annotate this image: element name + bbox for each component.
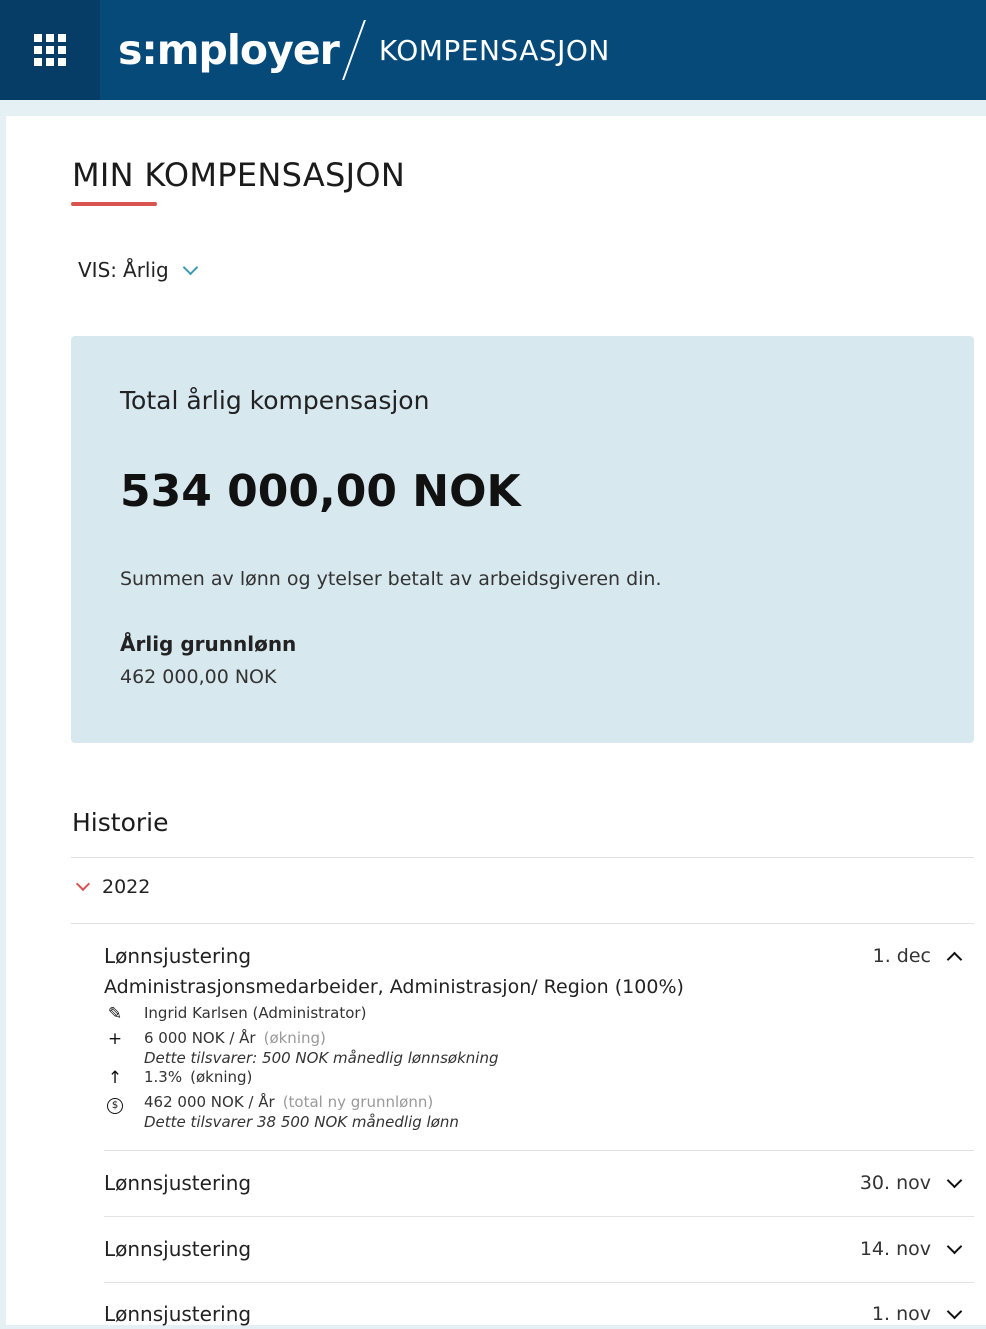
history-title: Historie: [72, 808, 169, 837]
entry-title: Lønnsjustering: [104, 1237, 252, 1261]
title-underline: [71, 202, 157, 206]
chevron-down-icon: [76, 877, 90, 891]
divider: [104, 1216, 974, 1217]
increase-tag: (økning): [263, 1029, 326, 1047]
year-toggle-2022[interactable]: [78, 876, 150, 898]
summary-title: Total årlig kompensasjon: [120, 386, 430, 415]
chevron-down-icon: [947, 1303, 963, 1319]
entry-percent-row: [104, 1068, 252, 1088]
chevron-down-icon: [182, 259, 198, 275]
arrow-up-icon: ↑: [107, 1068, 123, 1088]
divider: [71, 857, 974, 858]
compensation-summary-card: [71, 336, 974, 743]
chevron-down-icon: [947, 1172, 963, 1188]
new-total-value: 462 000 NOK / År: [144, 1093, 275, 1111]
divider: [104, 1282, 974, 1283]
brand-divider: [342, 20, 366, 80]
entry-title: Lønnsjustering: [104, 1171, 252, 1195]
new-total-note: Dette tilsvarer 38 500 NOK månedlig lønn: [144, 1113, 459, 1131]
entry-total-row: [104, 1093, 433, 1114]
percent-value: 1.3%: [144, 1068, 183, 1086]
plus-icon: +: [107, 1029, 123, 1049]
view-select-label: VIS:: [78, 258, 118, 282]
brand-logo[interactable]: s:mployer: [118, 26, 339, 74]
new-total-tag: (total ny grunnlønn): [282, 1093, 434, 1111]
entry-date: 30. nov: [859, 1172, 931, 1194]
divider: [104, 1150, 974, 1151]
app-grid-icon: [34, 34, 66, 66]
main-panel: [6, 116, 986, 1325]
base-salary-value: 462 000,00 NOK: [120, 666, 277, 688]
history-entry-header[interactable]: [104, 1168, 974, 1198]
dollar-circle-icon: $: [107, 1098, 123, 1114]
entry-title: Lønnsjustering: [104, 944, 252, 968]
pencil-icon: ✎: [107, 1004, 123, 1024]
module-title: KOMPENSASJON: [378, 33, 610, 67]
summary-description: Summen av lønn og ytelser betalt av arbeidsgiveren din.: [120, 568, 662, 590]
entry-editor-row: [104, 1004, 366, 1024]
app-menu-button[interactable]: [0, 0, 100, 100]
entry-date: 14. nov: [859, 1238, 931, 1260]
entry-increase-row: [104, 1029, 326, 1049]
editor-name: Ingrid Karlsen (Administrator): [144, 1004, 367, 1022]
chevron-up-icon: [947, 951, 963, 967]
entry-position: Administrasjonsmedarbeider, Administrasjon/ Region (100%): [104, 976, 684, 998]
view-select[interactable]: [78, 258, 196, 282]
page-title: MIN KOMPENSASJON: [72, 156, 406, 194]
view-select-value: Årlig: [123, 258, 169, 282]
entry-date: 1. dec: [872, 945, 931, 967]
percent-tag: (økning): [190, 1068, 253, 1086]
top-bar: [0, 0, 986, 100]
base-salary-label: Årlig grunnlønn: [120, 632, 297, 656]
entry-title: Lønnsjustering: [104, 1302, 252, 1326]
increase-note: Dette tilsvarer: 500 NOK månedlig lønnsøkning: [144, 1049, 499, 1067]
divider: [71, 923, 974, 924]
chevron-down-icon: [947, 1238, 963, 1254]
entry-date: 1. nov: [871, 1303, 931, 1325]
year-label: 2022: [102, 876, 151, 898]
history-entry-header[interactable]: [104, 941, 974, 971]
history-entry-header[interactable]: [104, 1234, 974, 1264]
total-compensation-amount: 534 000,00 NOK: [120, 466, 521, 517]
increase-value: 6 000 NOK / År: [144, 1029, 256, 1047]
